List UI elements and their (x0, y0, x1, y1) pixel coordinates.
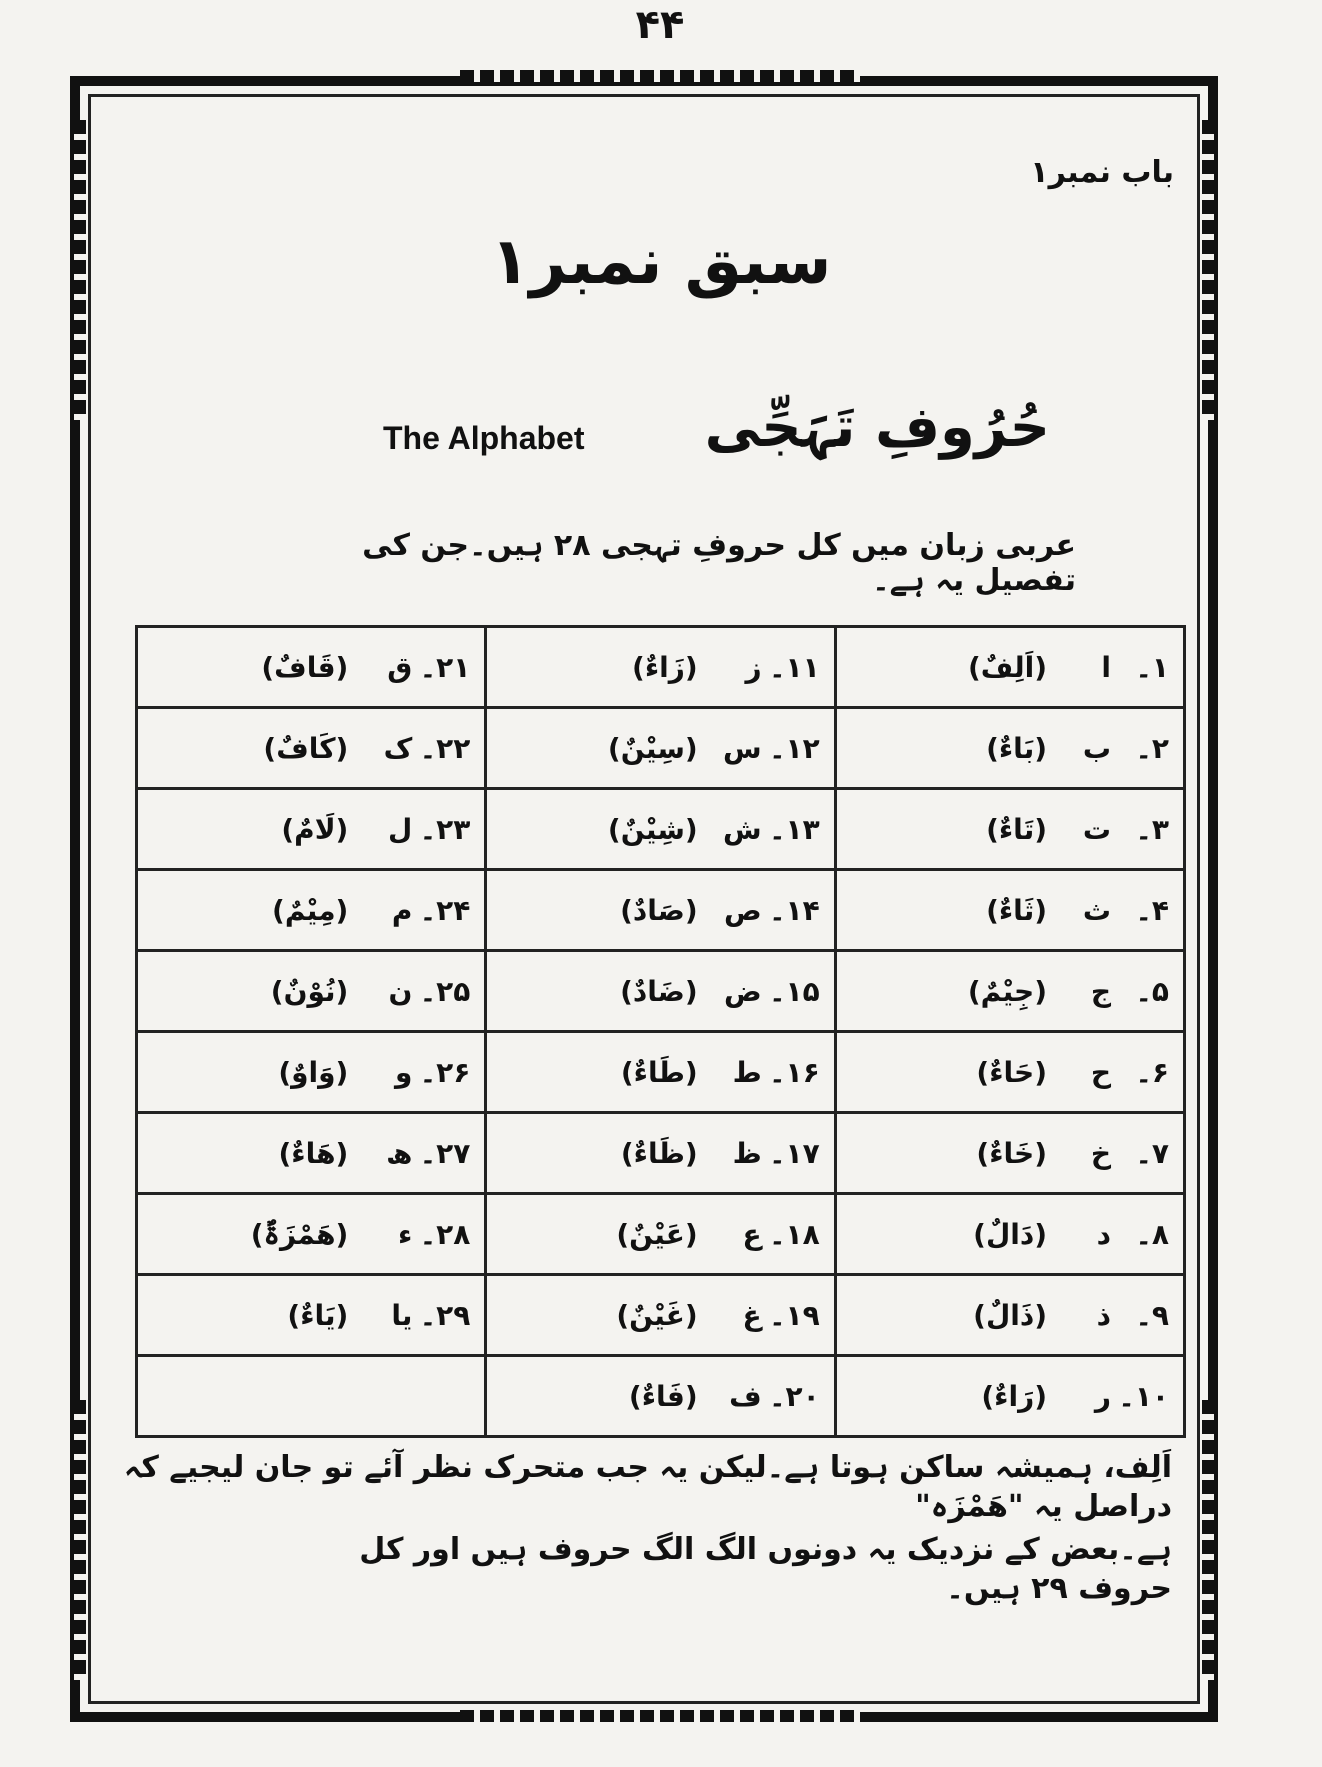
letter-letter: یا (391, 1298, 413, 1332)
letter-letter: ھ (386, 1136, 413, 1170)
letter-num: ۲۴۔ (419, 893, 471, 927)
letter-cell (835, 1194, 1184, 1275)
letter-num: ۱۵۔ (769, 974, 820, 1008)
letter-num: ۲۲۔ (419, 731, 471, 765)
paragraph-line-1: اَلِف، ہمیشہ ساکن ہوتا ہے۔لیکن یہ جب متحرک نظر آئے تو جان لیجیے کہ دراصل یہ "ھَمْزَہ" (123, 1450, 1172, 1524)
letter-letter: ع (742, 1217, 762, 1251)
letter-cell (835, 951, 1184, 1032)
letter-num: ۵۔ (1135, 974, 1169, 1008)
letter-cell (486, 1275, 835, 1356)
letter-letter: ش (723, 812, 762, 846)
letter-cell (835, 708, 1184, 789)
table-row (137, 708, 1185, 789)
letter-num: ۱۸۔ (769, 1217, 820, 1251)
letter-num: ۲۷۔ (419, 1136, 471, 1170)
letter-num: ۲۰۔ (769, 1379, 820, 1413)
table-row (137, 627, 1185, 708)
page-number: ۴۴ (635, 2, 685, 48)
letter-letter: ل (388, 812, 413, 846)
letter-letter: ق (387, 650, 413, 684)
letter-name: (کَافٌ) (263, 731, 349, 765)
letter-name: (نُوْنٌ) (270, 974, 349, 1008)
letter-name: (فَاءٌ) (628, 1379, 698, 1413)
letter-name: (سِیْنٌ) (607, 731, 698, 765)
letter-num: ۹۔ (1135, 1298, 1169, 1332)
letter-cell (137, 951, 486, 1032)
letter-name: (شِیْنٌ) (607, 812, 698, 846)
letter-num: ۱۷۔ (769, 1136, 820, 1170)
letter-letter: ن (388, 974, 413, 1008)
letter-num: ۱۰۔ (1118, 1379, 1169, 1413)
letter-cell (137, 1356, 486, 1437)
letter-name: (حَاءٌ) (976, 1055, 1047, 1089)
letter-name: (صَادٌ) (620, 893, 698, 927)
letter-num: ۱۶۔ (769, 1055, 820, 1089)
alphabet-table (135, 625, 1186, 1438)
letter-name: (ضَادٌ) (620, 974, 698, 1008)
letter-cell (835, 1032, 1184, 1113)
letter-cell (486, 1113, 835, 1194)
letter-letter: ط (732, 1055, 762, 1089)
letter-num: ۱۳۔ (769, 812, 820, 846)
letter-num: ۴۔ (1135, 893, 1169, 927)
intro-text: عربی زبان میں کل حروفِ تہجی ۲۸ ہیں۔جن کی تفصیل یہ ہے۔ (362, 528, 1076, 598)
letter-letter: ب (1082, 731, 1111, 765)
letter-cell (835, 1113, 1184, 1194)
letter-cell (137, 870, 486, 951)
letter-letter: خ (1090, 1136, 1111, 1170)
letter-cell (137, 1113, 486, 1194)
letter-cell (137, 789, 486, 870)
letter-letter: ز (745, 650, 762, 684)
letter-letter: ظ (732, 1136, 762, 1170)
heading-english: The Alphabet (383, 420, 585, 456)
letter-name: (لَامٌ) (281, 812, 349, 846)
letter-num: ۳۔ (1135, 812, 1169, 846)
border-ornament-top (460, 70, 860, 82)
letter-name: (غَیْنٌ) (616, 1298, 698, 1332)
letter-letter: س (723, 731, 762, 765)
letter-letter: ص (724, 893, 762, 927)
letter-letter: ث (1082, 893, 1111, 927)
letter-num: ۶۔ (1135, 1055, 1169, 1089)
letter-name: (ھَمْزَۃٌ) (250, 1217, 349, 1251)
letter-num: ۲۶۔ (419, 1055, 471, 1089)
letter-name: (طَاءٌ) (620, 1055, 698, 1089)
letter-cell (486, 870, 835, 951)
lesson-title: سبق نمبر۱ (490, 225, 832, 299)
letter-letter: غ (742, 1298, 762, 1332)
letter-cell (486, 1356, 835, 1437)
letter-cell (835, 1356, 1184, 1437)
heading-urdu: حُرُوفِ تَہَجِّی (704, 395, 1050, 460)
letter-cell (486, 708, 835, 789)
letter-name: (بَاءٌ) (986, 731, 1047, 765)
letter-name: (جِیْمٌ) (967, 974, 1047, 1008)
paragraph-line-2: ہے۔بعض کے نزدیک یہ دونوں الگ الگ حروف ہیں اور کل حروف ۲۹ ہیں۔ (359, 1532, 1172, 1606)
letter-name: (ھَاءٌ) (278, 1136, 349, 1170)
border-ornament-right (1202, 120, 1214, 420)
letter-cell (137, 627, 486, 708)
border-ornament-left-bottom (74, 1400, 86, 1680)
letter-name: (یَاءٌ) (287, 1298, 349, 1332)
letter-cell (835, 870, 1184, 951)
letter-name: (اَلِفٌ) (967, 650, 1047, 684)
letter-cell (137, 1032, 486, 1113)
letter-letter: ض (724, 974, 762, 1008)
letter-letter: ت (1082, 812, 1111, 846)
letter-letter: ج (1090, 974, 1111, 1008)
letter-cell (486, 951, 835, 1032)
letter-letter: ء (398, 1217, 413, 1251)
letter-cell (137, 708, 486, 789)
letter-num: ۲۹۔ (419, 1298, 471, 1332)
letter-num: ۲۱۔ (419, 650, 471, 684)
letter-cell (486, 627, 835, 708)
letter-letter: ا (1101, 650, 1111, 684)
letter-cell (486, 1032, 835, 1113)
letter-letter: ک (383, 731, 413, 765)
letter-num: ۱۱۔ (769, 650, 820, 684)
border-ornament-left (74, 120, 86, 420)
letter-cell (835, 627, 1184, 708)
letter-cell (835, 789, 1184, 870)
letter-letter: م (391, 893, 413, 927)
table-row (137, 1356, 1185, 1437)
letter-letter: ر (1094, 1379, 1111, 1413)
letter-cell (486, 789, 835, 870)
letter-num: ۱۹۔ (769, 1298, 820, 1332)
letter-name: (رَاءٌ) (981, 1379, 1047, 1413)
table-row (137, 1032, 1185, 1113)
table-row (137, 789, 1185, 870)
letter-num: ۲۸۔ (419, 1217, 471, 1251)
letter-num: ۲۳۔ (419, 812, 471, 846)
letter-name: (ثَاءٌ) (986, 893, 1047, 927)
letter-letter: و (394, 1055, 413, 1089)
border-ornament-bottom (460, 1710, 860, 1722)
letter-name: (تَاءٌ) (986, 812, 1047, 846)
table-row (137, 1275, 1185, 1356)
letter-cell (486, 1194, 835, 1275)
letter-name: (قَافٌ) (261, 650, 349, 684)
table-row (137, 951, 1185, 1032)
letter-name: (خَاءٌ) (976, 1136, 1047, 1170)
letter-letter: د (1096, 1217, 1111, 1251)
letter-name: (ظَاءٌ) (620, 1136, 698, 1170)
letter-cell (137, 1275, 486, 1356)
table-row (137, 1194, 1185, 1275)
letter-num: ۲۵۔ (419, 974, 471, 1008)
letter-num: ۷۔ (1135, 1136, 1169, 1170)
letter-cell (137, 1194, 486, 1275)
letter-name: (عَیْنٌ) (616, 1217, 698, 1251)
letter-letter: ح (1090, 1055, 1111, 1089)
letter-name: (زَاءٌ) (632, 650, 698, 684)
letter-num: ۸۔ (1135, 1217, 1169, 1251)
table-row (137, 870, 1185, 951)
letter-num: ۱۲۔ (769, 731, 820, 765)
letter-num: ۱۴۔ (769, 893, 820, 927)
letter-name: (ذَالٌ) (973, 1298, 1047, 1332)
letter-name: (مِیْمٌ) (272, 893, 349, 927)
border-ornament-right-bottom (1202, 1400, 1214, 1680)
letter-name: (دَالٌ) (973, 1217, 1047, 1251)
letter-letter: ذ (1096, 1298, 1111, 1332)
letter-name: (وَاوٌ) (278, 1055, 349, 1089)
chapter-label: باب نمبر۱ (1030, 155, 1174, 190)
table-row (137, 1113, 1185, 1194)
letter-letter: ف (729, 1379, 762, 1413)
letter-num: ۱۔ (1135, 650, 1169, 684)
letter-cell (835, 1275, 1184, 1356)
letter-num: ۲۔ (1135, 731, 1169, 765)
